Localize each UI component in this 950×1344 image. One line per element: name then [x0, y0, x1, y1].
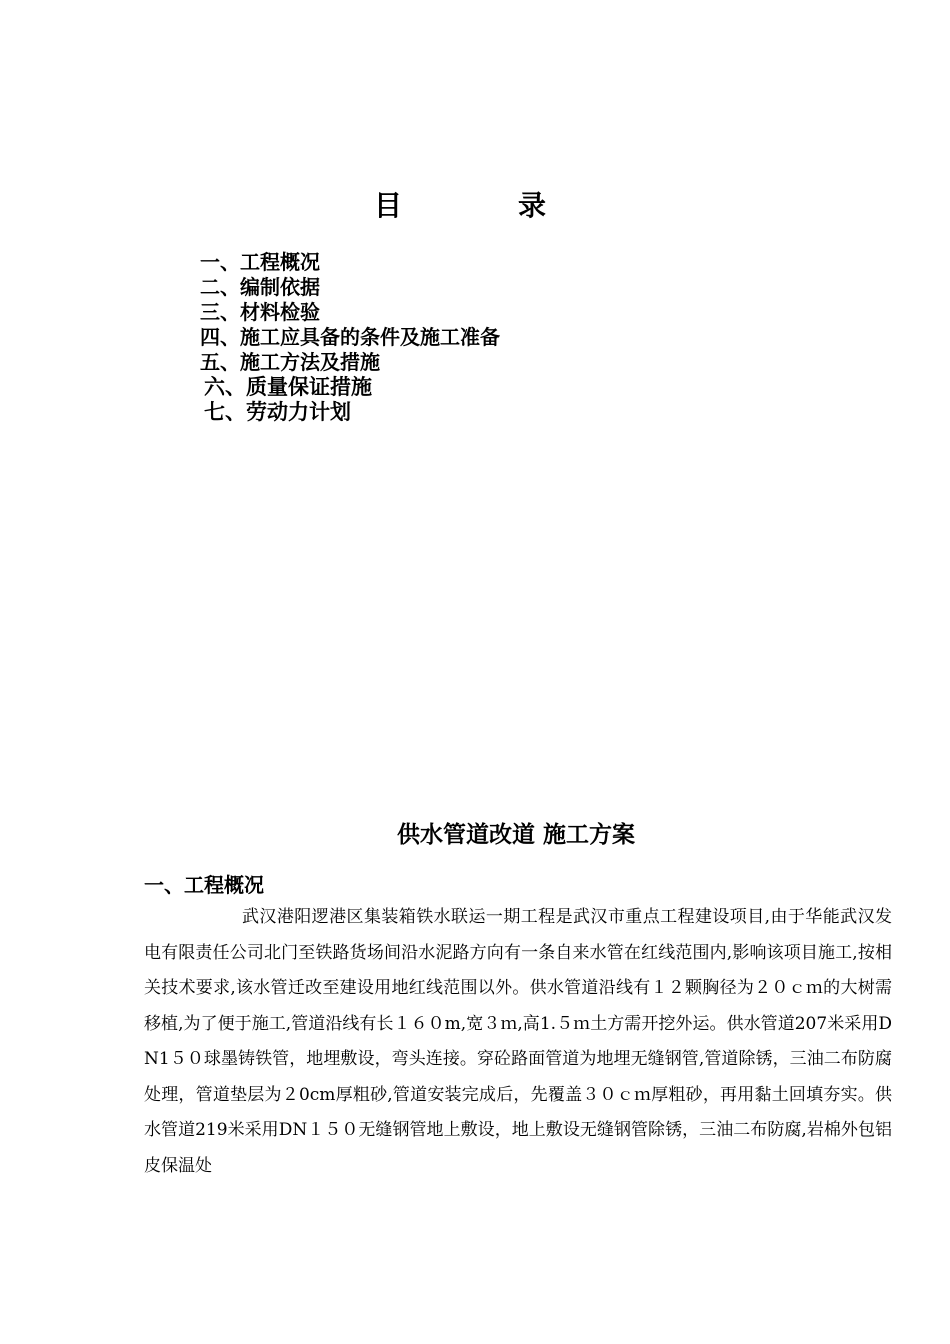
toc-item: 七、劳动力计划	[204, 400, 351, 424]
section-body-paragraph: 武汉港阳逻港区集装箱铁水联运一期工程是武汉市重点工程建设项目,由于华能武汉发电有限责任公司北门至铁路货场间沿水泥路方向有一条自来水管在红线范围内,影响该项目施工,按相关技术要求,该水管迁改至建设用地红线范围以外。供水管道沿线有１２颗胸径为２０ｃｍ的大树需移植,为了便于施工,管道沿线有长１６０m,宽３ｍ,高1.５ｍ土方需开挖外运。供水管道207米采用DN1５０球墨铸铁管，地埋敷设，弯头连接。穿砼路面管道为地埋无缝钢管,管道除锈，三油二布防腐处理，管道垫层为２0cm厚粗砂,管道安装完成后，先覆盖３０ｃｍ厚粗砂，再用黏土回填夯实。供水管道219米采用DN１５０无缝钢管地上敷设，地上敷设无缝钢管除锈，三油二布防腐,岩棉外包铝皮保温处	[144, 907, 892, 1176]
toc-item: 五、施工方法及措施	[200, 350, 380, 374]
section-heading: 一、工程概况	[144, 873, 264, 897]
toc-list	[200, 250, 500, 425]
toc-item: 二、编制依据	[200, 275, 320, 299]
toc-item: 四、施工应具备的条件及施工准备	[200, 325, 500, 349]
document-title: 供水管道改道 施工方案	[396, 822, 635, 848]
toc-item: 三、材料检验	[200, 300, 320, 324]
toc-item: 一、工程概况	[200, 250, 320, 274]
toc-title: 目录	[373, 189, 662, 222]
toc-item: 六、质量保证措施	[204, 375, 372, 399]
